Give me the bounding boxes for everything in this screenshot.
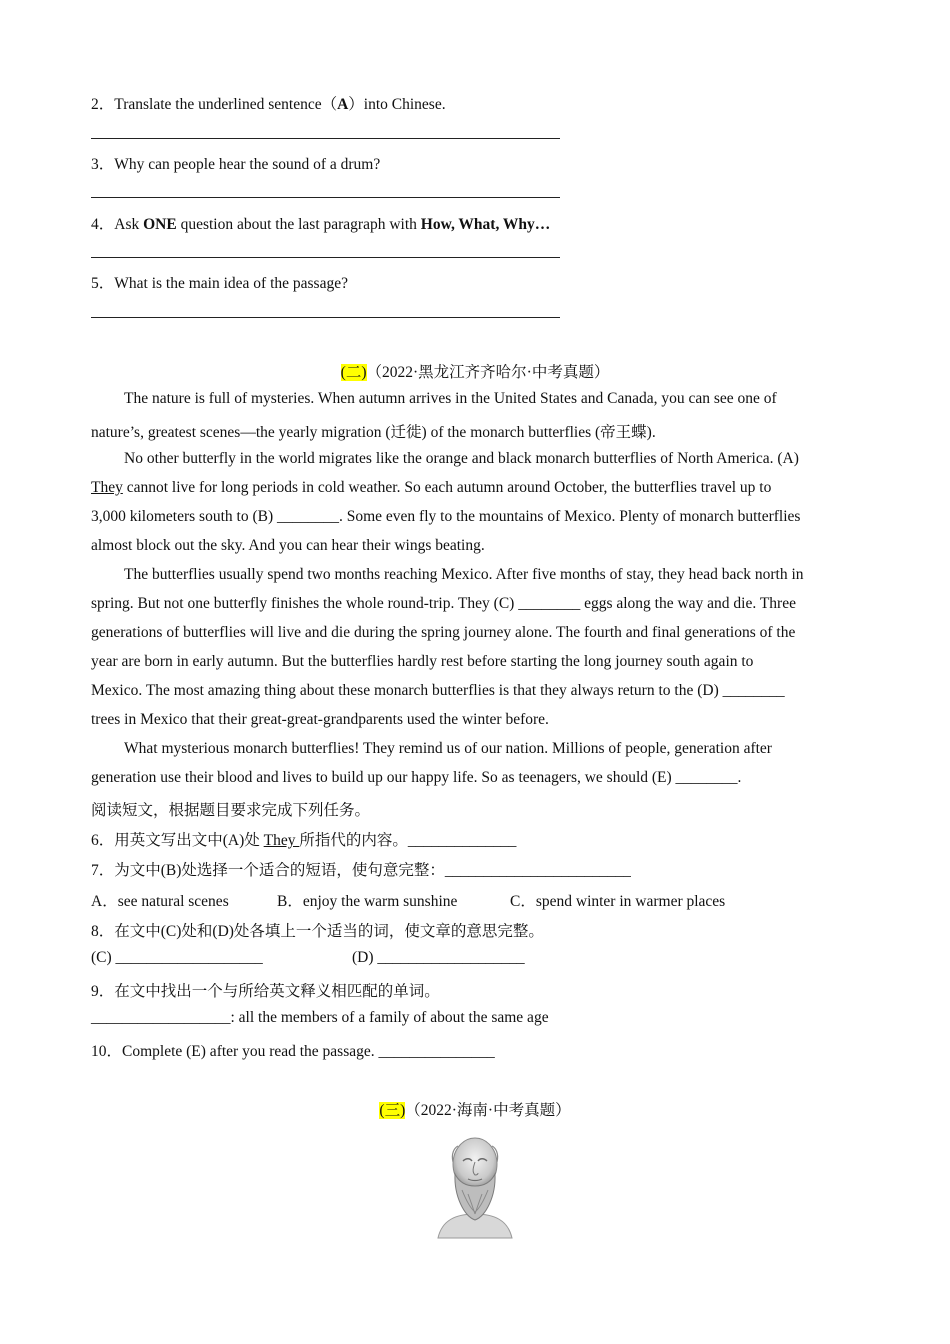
passage-line: nature’s, greatest scenes—the yearly migration (迁徙) of the monarch butterflies (帝王蝶). — [91, 424, 656, 441]
question-5: 5．What is the main idea of the passage? — [91, 275, 348, 292]
section-2-source: （2022·黑龙江齐齐哈尔·中考真题） — [366, 364, 610, 381]
passage-line: Mexico. The most amazing thing about these monarch butterflies is that they always return to the (D) ________ — [91, 682, 785, 699]
passage-line: No other butterfly in the world migrates like the orange and black monarch butterflies of North America. (A) — [124, 450, 799, 467]
question-7-option-a[interactable]: A．see natural scenes — [91, 893, 229, 910]
instruction: 阅读短文，根据题目要求完成下列任务。 — [91, 802, 371, 819]
question-8: 8．在文中(C)处和(D)处各填上一个适当的词，使文章的意思完整。 — [91, 923, 544, 940]
passage-line: The nature is full of mysteries. When autumn arrives in the United States and Canada, you can see one of — [124, 390, 777, 407]
passage-line: trees in Mexico that their great-great-grandparents used the winter before. — [91, 711, 549, 728]
passage-line: They cannot live for long periods in cold weather. So each autumn around October, the butterflies travel up to — [91, 479, 772, 496]
answer-line-3[interactable] — [91, 197, 560, 198]
question-9: 9．在文中找出一个与所给英文释义相匹配的单词。 — [91, 983, 440, 1000]
section-3-tag: (三) — [379, 1102, 406, 1119]
passage-line: almost block out the sky. And you can hear their wings beating. — [91, 537, 485, 554]
question-7-option-b[interactable]: B．enjoy the warm sunshine — [277, 893, 458, 910]
passage-line: generation use their blood and lives to build up our happy life. So as teenagers, we should (E) ________. — [91, 769, 742, 786]
answer-line-4[interactable] — [91, 257, 560, 258]
question-8-blank-d[interactable]: (D) ___________________ — [352, 949, 525, 966]
question-2: 2．Translate the underlined sentence（A）into Chinese. — [91, 96, 446, 113]
answer-line-2[interactable] — [91, 138, 560, 139]
passage-line: year are born in early autumn. But the butterflies hardly rest before starting the long journey south again to — [91, 653, 754, 670]
question-7-option-c[interactable]: C．spend winter in warmer places — [510, 893, 726, 910]
section-2-heading — [0, 360, 950, 382]
question-6: 6．用英文写出文中(A)处 They 所指代的内容。______________ — [91, 832, 517, 849]
section-3-heading — [0, 1098, 950, 1120]
question-8-blank-c[interactable]: (C) ___________________ — [91, 949, 263, 966]
passage-line: The butterflies usually spend two months reaching Mexico. After five months of stay, they head back north in — [124, 566, 804, 583]
passage-line: 3,000 kilometers south to (B) ________. Some even fly to the mountains of Mexico. Plenty of monarch butterflies — [91, 508, 801, 525]
question-10[interactable]: 10．Complete (E) after you read the passage. _______________ — [91, 1043, 495, 1060]
passage-line: spring. But not one butterfly finishes the whole round-trip. They (C) ________ eggs along the way and die. Three — [91, 595, 796, 612]
question-7: 7．为文中(B)处选择一个适合的短语，使句意完整：________________________ — [91, 862, 631, 879]
question-4: 4．Ask ONE question about the last paragraph with How, What, Why… — [91, 216, 551, 233]
section-3-source: （2022·海南·中考真题） — [405, 1102, 571, 1119]
passage-line: What mysterious monarch butterflies! They remind us of our nation. Millions of people, generation after — [124, 740, 772, 757]
passage-line: generations of butterflies will live and die during the spring journey alone. The fourth and final generations of the — [91, 624, 796, 641]
question-9-definition[interactable]: __________________: all the members of a family of about the same age — [91, 1009, 549, 1026]
question-3: 3．Why can people hear the sound of a drum? — [91, 156, 381, 173]
underlined-they: They — [91, 479, 123, 496]
answer-line-5[interactable] — [91, 317, 560, 318]
socrates-bust-image — [432, 1134, 518, 1240]
section-2-tag: (二) — [340, 364, 367, 381]
